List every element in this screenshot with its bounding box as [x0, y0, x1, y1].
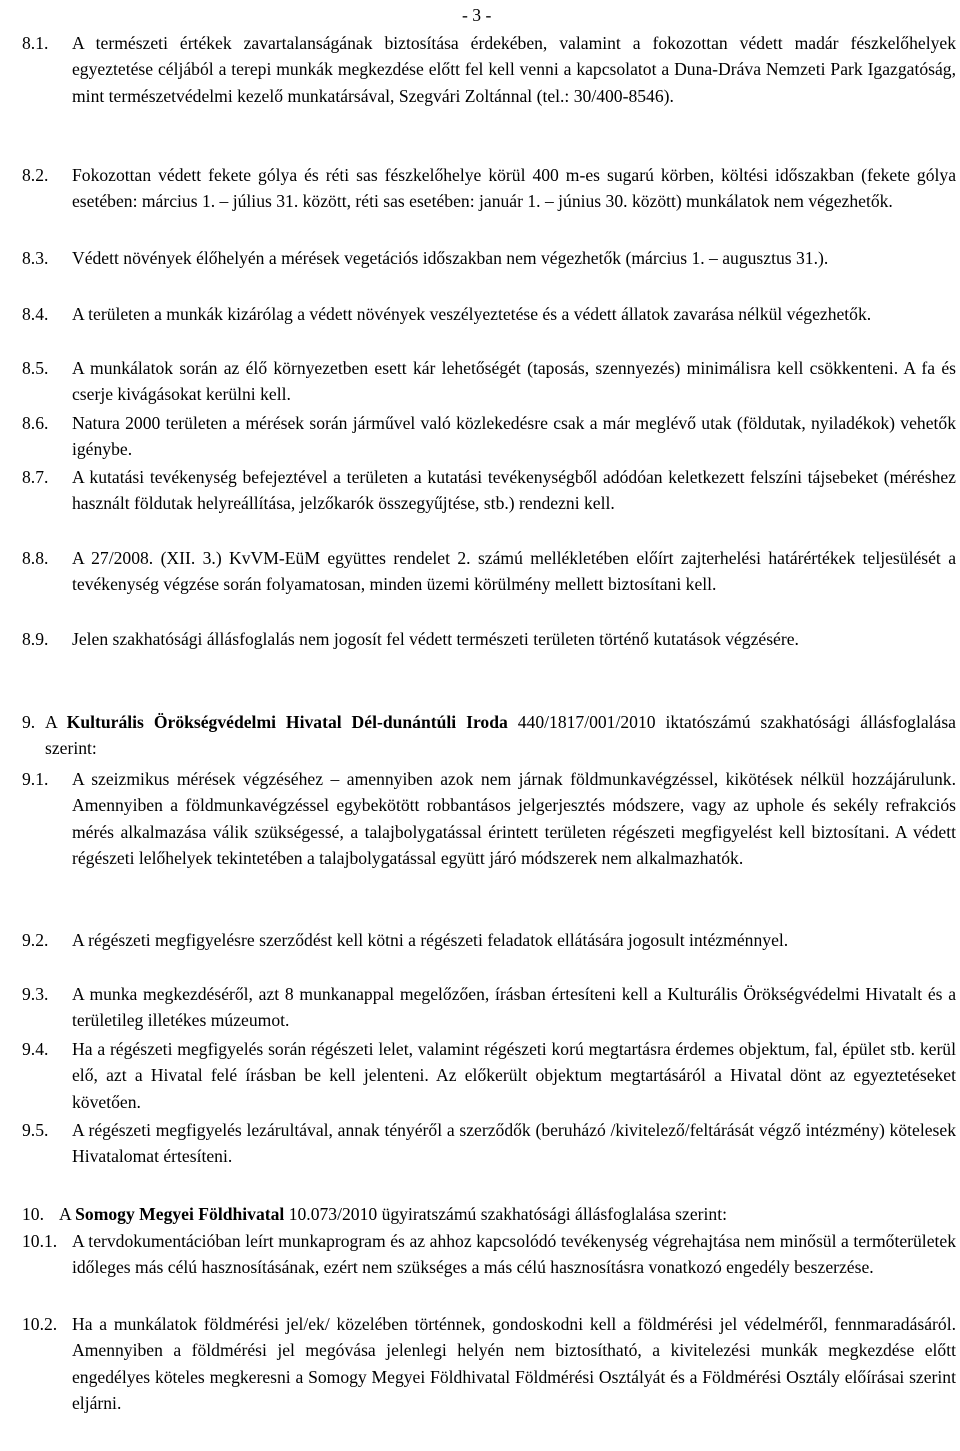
section-title: A Kulturális Örökségvédelmi Hivatal Dél-dunántúli Iroda 440/1817/001/2010 iktatószámú szakhatósági állásfoglalása szerint: [45, 712, 956, 759]
item-number: 9.5. [22, 1120, 49, 1140]
page-number: - 3 - [462, 5, 492, 25]
authority-name: Kulturális Örökségvédelmi Hivatal Dél-dunántúli Iroda [66, 712, 508, 732]
authority-name: Somogy Megyei Földhivatal [75, 1204, 285, 1224]
item-number: 10.1. [22, 1231, 58, 1251]
item-text: A szeizmikus mérések végzéséhez – amennyiben azok nem járnak földmunkavégzéssel, kikötések nélkül hozzájárulunk. Amennyiben a földmunkavégzéssel egybekötött robbantásos jelgerjesztés módszere, vagy az uphole és sekély refrakciós mérés alkalmazása válik szükségessé, a talajbolygatással érintett területen régészeti megfigyelést kell biztosítani. A védett régészeti lelőhelyek tekintetében a talajbolygatással együtt járó módszerek nem alkalmazhatók. [72, 769, 956, 869]
list-item-9-3 [22, 981, 956, 1034]
item-text: A régészeti megfigyelésre szerződést kell kötni a régészeti feladatok ellátására jogosult intézménnyel. [72, 930, 789, 950]
item-text: A természeti értékek zavartalanságának biztosítása érdekében, valamint a fokozottan védett madár fészkelőhelyek egyeztetése céljából a terepi munkák megkezdése előtt fel kell venni a kapcsolatot a Duna-Dráva Nemzeti Park Igazgatóság, mint természetvédelmi kezelő munkatársával, Szegvári Zoltánnal (tel.: 30/400-8546). [72, 33, 956, 106]
section-heading-9 [22, 709, 956, 762]
item-number: 8.4. [22, 304, 49, 324]
item-number: 9.3. [22, 984, 49, 1004]
section-heading-10 [22, 1201, 956, 1227]
list-item-9-4 [22, 1036, 956, 1115]
item-text: A kutatási tevékenység befejeztével a területen a kutatási tevékenységből adódóan keletkezett felszíni tájsebeket (méréshez használt földutak helyreállítása, jelzőkarók összegyűjtése, stb.) rendezni kell. [72, 467, 956, 514]
item-text: A 27/2008. (XII. 3.) KvVM-EüM együttes rendelet 2. számú mellékletében előírt zajterhelési határértékek teljesülését a tevékenység végzése során folyamatosan, minden üzemi körülmény mellett biztosítani kell. [72, 548, 956, 595]
item-number: 8.7. [22, 467, 49, 487]
list-item-8-1 [22, 30, 956, 109]
list-item-8-4 [22, 301, 956, 327]
item-number: 8.3. [22, 248, 49, 268]
item-number: 8.2. [22, 165, 49, 185]
list-item-8-5 [22, 355, 956, 408]
item-text: Ha a munkálatok földmérési jel/ek/ közelében történnek, gondoskodni kell a földmérési jel védelméről, fennmaradásáról. Amennyiben a földmérési jel megóvása jelenlegi helyén nem biztosítható, a kivitelezési munkák megkezdése előtt engedélyes köteles megkeresni a Somogy Megyei Földhivatal Földmérési Osztályát és a Földmérési Osztály előírásai szerint eljárni. [72, 1314, 956, 1414]
item-number: 8.8. [22, 548, 49, 568]
list-item-9-1 [22, 766, 956, 872]
section-title: A Somogy Megyei Földhivatal 10.073/2010 ügyiratszámú szakhatósági állásfoglalása szerint: [59, 1204, 727, 1224]
list-item-8-8 [22, 545, 956, 598]
item-text: Jelen szakhatósági állásfoglalás nem jogosít fel védett természeti területen történő kutatások végzésére. [72, 629, 799, 649]
item-number: 9.4. [22, 1039, 49, 1059]
item-number: 8.1. [22, 33, 49, 53]
list-item-9-5 [22, 1117, 956, 1170]
section-number: 9. [22, 712, 36, 732]
list-item-8-3 [22, 245, 956, 271]
item-number: 8.9. [22, 629, 49, 649]
list-item-10-2 [22, 1311, 956, 1417]
item-text: A tervdokumentációban leírt munkaprogram és az ahhoz kapcsolódó tevékenység végrehajtása nem minősül a termőterületek időleges más célú hasznosításának, ezért nem szükséges a más célú hasznosításra vonatkozó engedély beszerzése. [72, 1231, 956, 1278]
item-text: A munkálatok során az élő környezetben esett kár lehetőségét (taposás, szennyezés) minimálisra kell csökkenteni. A fa és cserje kivágásokat kerülni kell. [72, 358, 956, 405]
item-number: 9.2. [22, 930, 49, 950]
item-text: Védett növények élőhelyén a mérések vegetációs időszakban nem végezhetők (március 1. – augusztus 31.). [72, 248, 829, 268]
item-number: 8.6. [22, 413, 49, 433]
list-item-10-1 [22, 1228, 956, 1281]
section-number: 10. [22, 1204, 44, 1224]
item-text: A munka megkezdéséről, azt 8 munkanappal megelőzően, írásban értesíteni kell a Kulturális Örökségvédelmi Hivatalt és a területileg illetékes múzeumot. [72, 984, 956, 1031]
item-text: Fokozottan védett fekete gólya és réti sas fészkelőhelye körül 400 m-es sugarú körben, költési időszakban (fekete gólya esetében: március 1. – július 31. között, réti sas esetében: január 1. – június 30. között) munkálatok nem végezhetők. [72, 165, 956, 212]
item-number: 10.2. [22, 1314, 58, 1334]
list-item-8-6 [22, 410, 956, 463]
item-text: Ha a régészeti megfigyelés során régészeti lelet, valamint régészeti korú megtartásra érdemes objektum, fal, épület stb. kerül elő, azt a Hivatal felé írásban be kell jelenteni. Az előkerült objektum megtartásáról a Hivatal dönt az egyeztetéseket követően. [72, 1039, 956, 1112]
list-item-8-7 [22, 464, 956, 517]
list-item-8-2 [22, 162, 956, 215]
list-item-8-9 [22, 626, 956, 652]
item-number: 9.1. [22, 769, 49, 789]
item-text: A régészeti megfigyelés lezárultával, annak tényéről a szerződők (beruházó /kivitelező/feltárását végző intézmény) kötelesek Hivatalomat értesíteni. [72, 1120, 956, 1167]
item-text: A területen a munkák kizárólag a védett növények veszélyeztetése és a védett állatok zavarása nélkül végezhetők. [72, 304, 872, 324]
item-text: Natura 2000 területen a mérések során járművel való közlekedésre csak a már meglévő utak (földutak, nyiladékok) vehetők igénybe. [72, 413, 956, 460]
list-item-9-2 [22, 927, 956, 953]
item-number: 8.5. [22, 358, 49, 378]
